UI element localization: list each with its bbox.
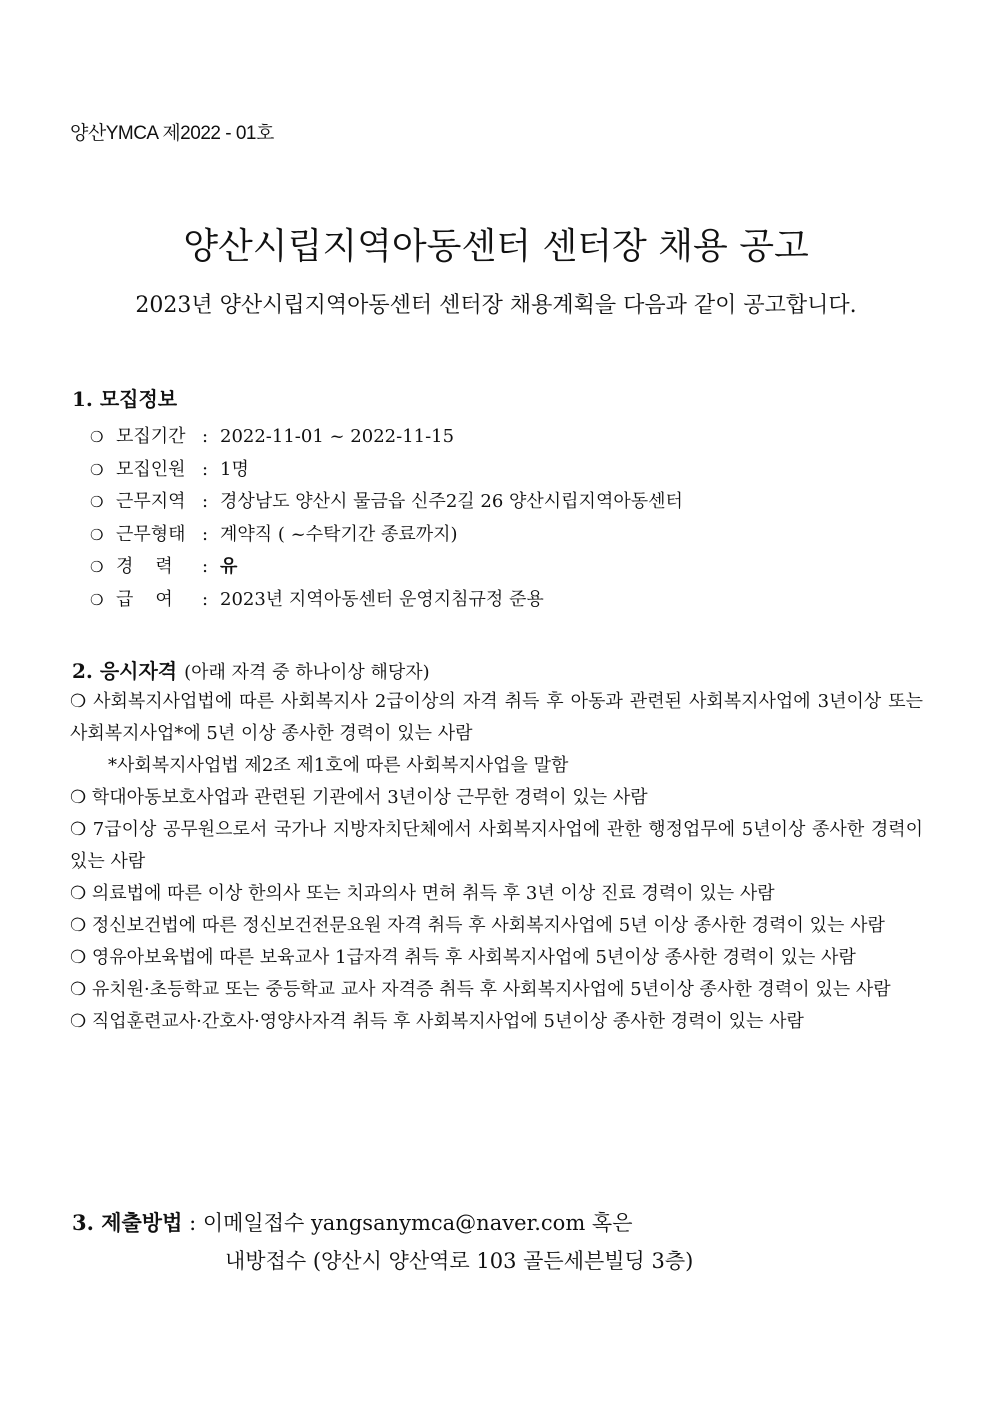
submission-visit-text: 내방접수 (양산시 양산역로 103 골든세븐빌딩 3층) [225,1249,694,1273]
info-label: 모집인원 [116,458,186,480]
info-item-salary [90,584,683,617]
info-separator: : [202,491,209,513]
section1-heading-text: 1. 모집정보 [72,387,178,411]
qualification-item: ❍ 정신보건법에 따른 정신보건전문요원 자격 취득 후 사회복지사업에 5년 이상 종사한 경력이 있는 사람 [70,915,885,936]
recruitment-info-list [90,421,683,617]
submission-line-1 [72,1204,693,1242]
qualification-item: ❍ 사회복지사업법에 따른 사회복지사 2급이상의 자격 취득 후 아동과 관련된 사회복지사업에 3년이상 또는 사회복지사업*에 5년 이상 종사한 경력이 있는 사람 [70,691,923,744]
info-item-experience [90,551,683,584]
info-item-period [90,421,683,454]
qualification-item: ❍ 학대아동보호사업과 관련된 기관에서 3년이상 근무한 경력이 있는 사람 [70,787,648,808]
qualification-list [70,686,923,1038]
section3-heading-text: 3. 제출방법 [72,1210,183,1235]
qualification-footnote: *사회복지사업법 제2조 제1호에 따른 사회복지사업을 말함 [108,755,569,776]
info-label: 근무지역 [116,491,186,513]
page-subtitle: 2023년 양산시립지역아동센터 센터장 채용계획을 다음과 같이 공고합니다. [135,293,857,318]
info-label: 경력 [116,556,195,578]
submission-separator: : [189,1211,197,1235]
info-value: 계약직 ( ~수탁기간 종료까지) [220,523,458,545]
section-heading-recruitment-info [72,383,177,412]
info-separator: : [202,556,209,578]
info-value: 2023년 지역아동센터 운영지침규정 준용 [220,588,544,610]
info-separator: : [202,523,209,545]
bullet-icon: ❍ [90,460,104,479]
qualification-item: ❍ 영유아보육법에 따른 보육교사 1급자격 취득 후 사회복지사업에 5년이상 종사한 경력이 있는 사람 [70,947,856,968]
bullet-icon: ❍ [90,428,104,446]
info-separator: : [202,426,209,447]
document-number: 양산YMCA 제2022 - 01호 [70,123,274,144]
qualification-item: ❍ 7급이상 공무원으로서 국가나 지방자치단체에서 사회복지사업에 관한 행정업무에 5년이상 종사한 경력이 있는 사람 [70,819,923,872]
section-heading-qualifications [72,655,430,684]
bullet-icon: ❍ [90,493,104,512]
info-item-headcount [90,454,683,487]
info-label: 근무형태 [116,523,186,545]
info-item-employment-type [90,519,683,552]
bullet-icon: ❍ [90,590,104,609]
info-value: 2022-11-01 ~ 2022-11-15 [220,426,455,447]
info-item-location [90,486,683,519]
bullet-icon: ❍ [90,525,104,544]
info-value: 경상남도 양산시 물금읍 신주2길 26 양산시립지역아동센터 [220,491,683,513]
section2-heading-text: 2. 응시자격 [72,659,178,683]
submission-method [72,1204,693,1280]
qualification-item: ❍ 유치원·초등학교 또는 중등학교 교사 자격증 취득 후 사회복지사업에 5년이상 종사한 경력이 있는 사람 [70,979,891,1000]
bullet-icon: ❍ [90,558,104,577]
info-value: 1명 [220,458,249,480]
qualification-item: ❍ 직업훈련교사·간호사·영양사자격 취득 후 사회복지사업에 5년이상 종사한 경력이 있는 사람 [70,1011,804,1032]
page-title: 양산시립지역아동센터 센터장 채용 공고 [183,226,809,267]
info-separator: : [202,458,209,480]
submission-email-text: 이메일접수 yangsanymca@naver.com 혹은 [202,1211,633,1235]
info-separator: : [202,588,209,610]
info-label: 급여 [116,588,195,610]
info-label: 모집기간 [116,426,186,447]
qualification-item: ❍ 의료법에 따른 이상 한의사 또는 치과의사 면허 취득 후 3년 이상 진료 경력이 있는 사람 [70,883,775,904]
section2-heading-note: (아래 자격 중 하나이상 해당자) [184,662,430,683]
info-value: 유 [220,556,238,578]
